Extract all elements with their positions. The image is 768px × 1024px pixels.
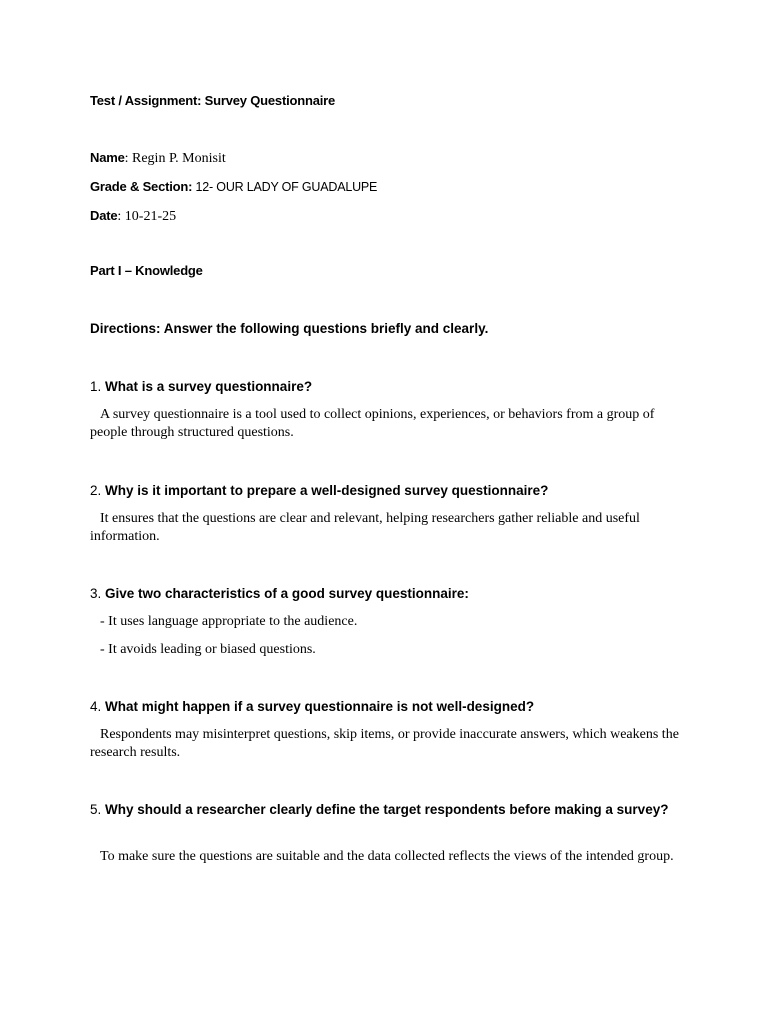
part-heading: Part I – Knowledge — [90, 263, 203, 278]
answer-5: To make sure the questions are suitable and the data collected reflects the views of the intended group. — [100, 849, 674, 864]
question-number: 1. — [90, 379, 102, 394]
grade-section-line — [90, 178, 377, 196]
question-1 — [90, 378, 312, 396]
question-3 — [90, 585, 469, 603]
question-2 — [90, 482, 548, 500]
question-5 — [90, 800, 670, 819]
date-label: Date — [90, 208, 118, 223]
answer-2: It ensures that the questions are clear and relevant, helping researchers gather reliable and useful information. — [90, 511, 640, 544]
question-number: 4. — [90, 699, 102, 714]
question-number: 2. — [90, 483, 102, 498]
question-text: What might happen if a survey questionnaire is not well-designed? — [101, 699, 535, 714]
name-label: Name — [90, 150, 125, 165]
question-number: 5. — [90, 802, 102, 817]
grade-value: 12- OUR LADY OF GUADALUPE — [192, 180, 378, 194]
answer-3-bullet-1: - It uses language appropriate to the audience. — [100, 614, 358, 629]
directions: Directions: Answer the following questions briefly and clearly. — [90, 321, 489, 336]
answer-4: Respondents may misinterpret questions, skip items, or provide inaccurate answers, which weakens the research results. — [90, 727, 679, 760]
answer-3-bullet-2: - It avoids leading or biased questions. — [100, 642, 316, 657]
question-text: Why is it important to prepare a well-designed survey questionnaire? — [101, 483, 549, 498]
document-title: Test / Assignment: Survey Questionnaire — [90, 93, 336, 108]
date-value: : 10-21-25 — [117, 209, 177, 224]
date-line — [90, 207, 176, 225]
question-text: Give two characteristics of a good survey questionnaire: — [101, 586, 469, 601]
question-number: 3. — [90, 586, 102, 601]
name-value: : Regin P. Monisit — [124, 151, 226, 166]
name-line — [90, 149, 226, 167]
question-4 — [90, 698, 534, 716]
question-text: Why should a researcher clearly define the target respondents before making a survey? — [101, 802, 669, 817]
question-text: What is a survey questionnaire? — [101, 379, 313, 394]
answer-1: A survey questionnaire is a tool used to collect opinions, experiences, or behaviors from a group of people through structured questions. — [90, 407, 655, 440]
grade-label: Grade & Section: — [90, 179, 193, 194]
